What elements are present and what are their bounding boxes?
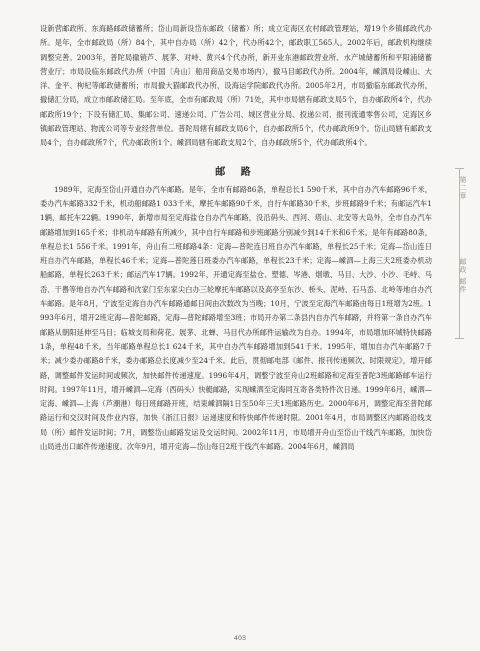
paragraph-mail-routes: 1989年，定海至岱山开通自办汽车邮路。是年，全市有邮路86条，单程总长1 590千米，其中自办汽车邮路96千米，委办汽车邮路332千米，机动船邮路1 033千米，摩托车邮路90千米，自行车邮路30千米，步班邮路9千米；有邮运汽车11辆，邮托车22辆。1990年，新增市局至定海盐仓自办汽车邮路，没沿码头、西河、塔山、北安等大岛外，全市自办汽车邮路增加到165千米；非机动车邮路有所减少，其中自行车邮路和步班邮路分别减少到14千米和6千米。是年有邮路80条，单程总长1 556千米。1991年，舟山有二班邮路4条：定海—普陀连日班自办汽车邮路，单程长25千米；定海—岱山连日班自办汽车邮路，单程长46千米；定海—普陀莲日班委办汽车邮路，单程长23千米；定海—嵊泗—上海三天2班委办机动船邮路，单程长263千米；邮运汽车17辆。1992年，开通定海至盐仓、塑德、岑港、烟墩、马目、大沙、小沙、毛峙、马岙、干嶴等地自办汽车邮路和沈家门至东家尖白办三轮摩托车邮路以及高亭至东沙、桥头、泥峙、石马岙、北岭等地自办汽车邮路。是年8月，宁波至定海自办汽车邮路通邮日间由次数改为当晚；10月，宁波至定海汽车邮路由每日1班增为2班。1993年6月，增开2班定海—普陀邮路，定海—普陀邮路增至3班；市局开办第二条县内自办汽车邮路，并将第一条自办汽车邮路从朝阳延伸至马目；临城支局和荷花、展茅、北蝉、马目代办所邮件运输改为自办。1994年，市局增加环城特快邮路1条，单程48千米。当年邮路单程总长1 624千米，其中自办汽车邮路增加到541千米。1995年，增加自办汽车邮路7千米；减少委办邮路8千米，委办邮路总长度减少至24千米。此后，贯彻邮电部《邮件、报刊传递频次、时限规定》，增开邮路，调整邮件发运时间或频次，加快邮件传递速度。1996年4月，调整宁波至舟山2班邮路和定海至普陀3班邮路邮车运行时间。1997年11月，增开嵊泗—定海（西码头）快艇邮路，实现嵊泗至定海同互寄各类特件次日递。1999年6月，嵊泗—定海、嵊泗—上海（芦潮港）每日班邮路开班，结束嵊泗隔1日至50年三天1班邮路历史。2000年6月，调整定海至普陀邮路运行和交汉时间及作业内容，加快《浙江日报》运递速度和特快邮件传递时限。2001年4月，市局调整区内邮路沿线支局（所）邮件发运时间；7月，调整岱山邮路发运及交运时间。2002年11月，市局增开舟山至岱山干线汽车邮路，加快岱山局进出口邮件传递速度。次年9月，增开定海—岱山每日2班干线汽车邮路。2004年6月，嵊泗局: [40, 184, 432, 452]
margin-tick-top: [455, 168, 464, 169]
text-column: [40, 22, 432, 454]
chapter-label: 第二章: [459, 176, 467, 200]
paragraph-post-offices: 设新营邮政所、东海路邮政储蓄所；岱山局新设岱东邮政（储蓄）所；成立定海区农村邮政管理站，增19个乡镇邮政代办所。是年，全市邮政局（所）84个，其中自办局（所）42个，代办所42个，邮政职工565人。2002年后，邮政机构继续调整完善。2003年，普陀局撤销芦、展茅、对峙、黄兴4个代办所，新开业东港邮政营业所、水产城储蓄所和平阳浦储蓄营业厅；市局设临东邮政代办所（中国〔舟山〕船用商品交易市场内），撤马目邮政代办所。2004年，嵊泗局设嵊山、大洋、金平、枸杞等邮政储蓄所；市局撤大猫邮政代办所，设海运学院邮政代办所。2005年2月，市局撤临东邮政代办所，撤储汇分局，成立市邮政储汇局。至年底，全市有邮政局（所）71处，其中市局辖有邮政支局5个，自办邮政所4个，代办邮政所19个；下设有储汇局、集邮公司、速递公司、广告公司、城区营业分局、投递公司、报刊流通零售公司，定海区乡镇邮政管理站、物流公司等专业经营单位。普陀局辖有邮政支局6个，自办邮政所5个，代办邮政所9个。岱山局辖有邮政支局4个，自办邮政所7个，代办邮政所1个。嵊泗局辖有邮政支局2个，自办邮政所5个，代办邮政所4个。: [40, 24, 432, 148]
page-number: 403: [233, 634, 247, 642]
section-title: 邮 路: [215, 166, 257, 178]
section-label: 邮政 邮件: [459, 258, 467, 294]
margin-tick-bottom: [455, 338, 464, 339]
side-margin: [449, 0, 471, 651]
